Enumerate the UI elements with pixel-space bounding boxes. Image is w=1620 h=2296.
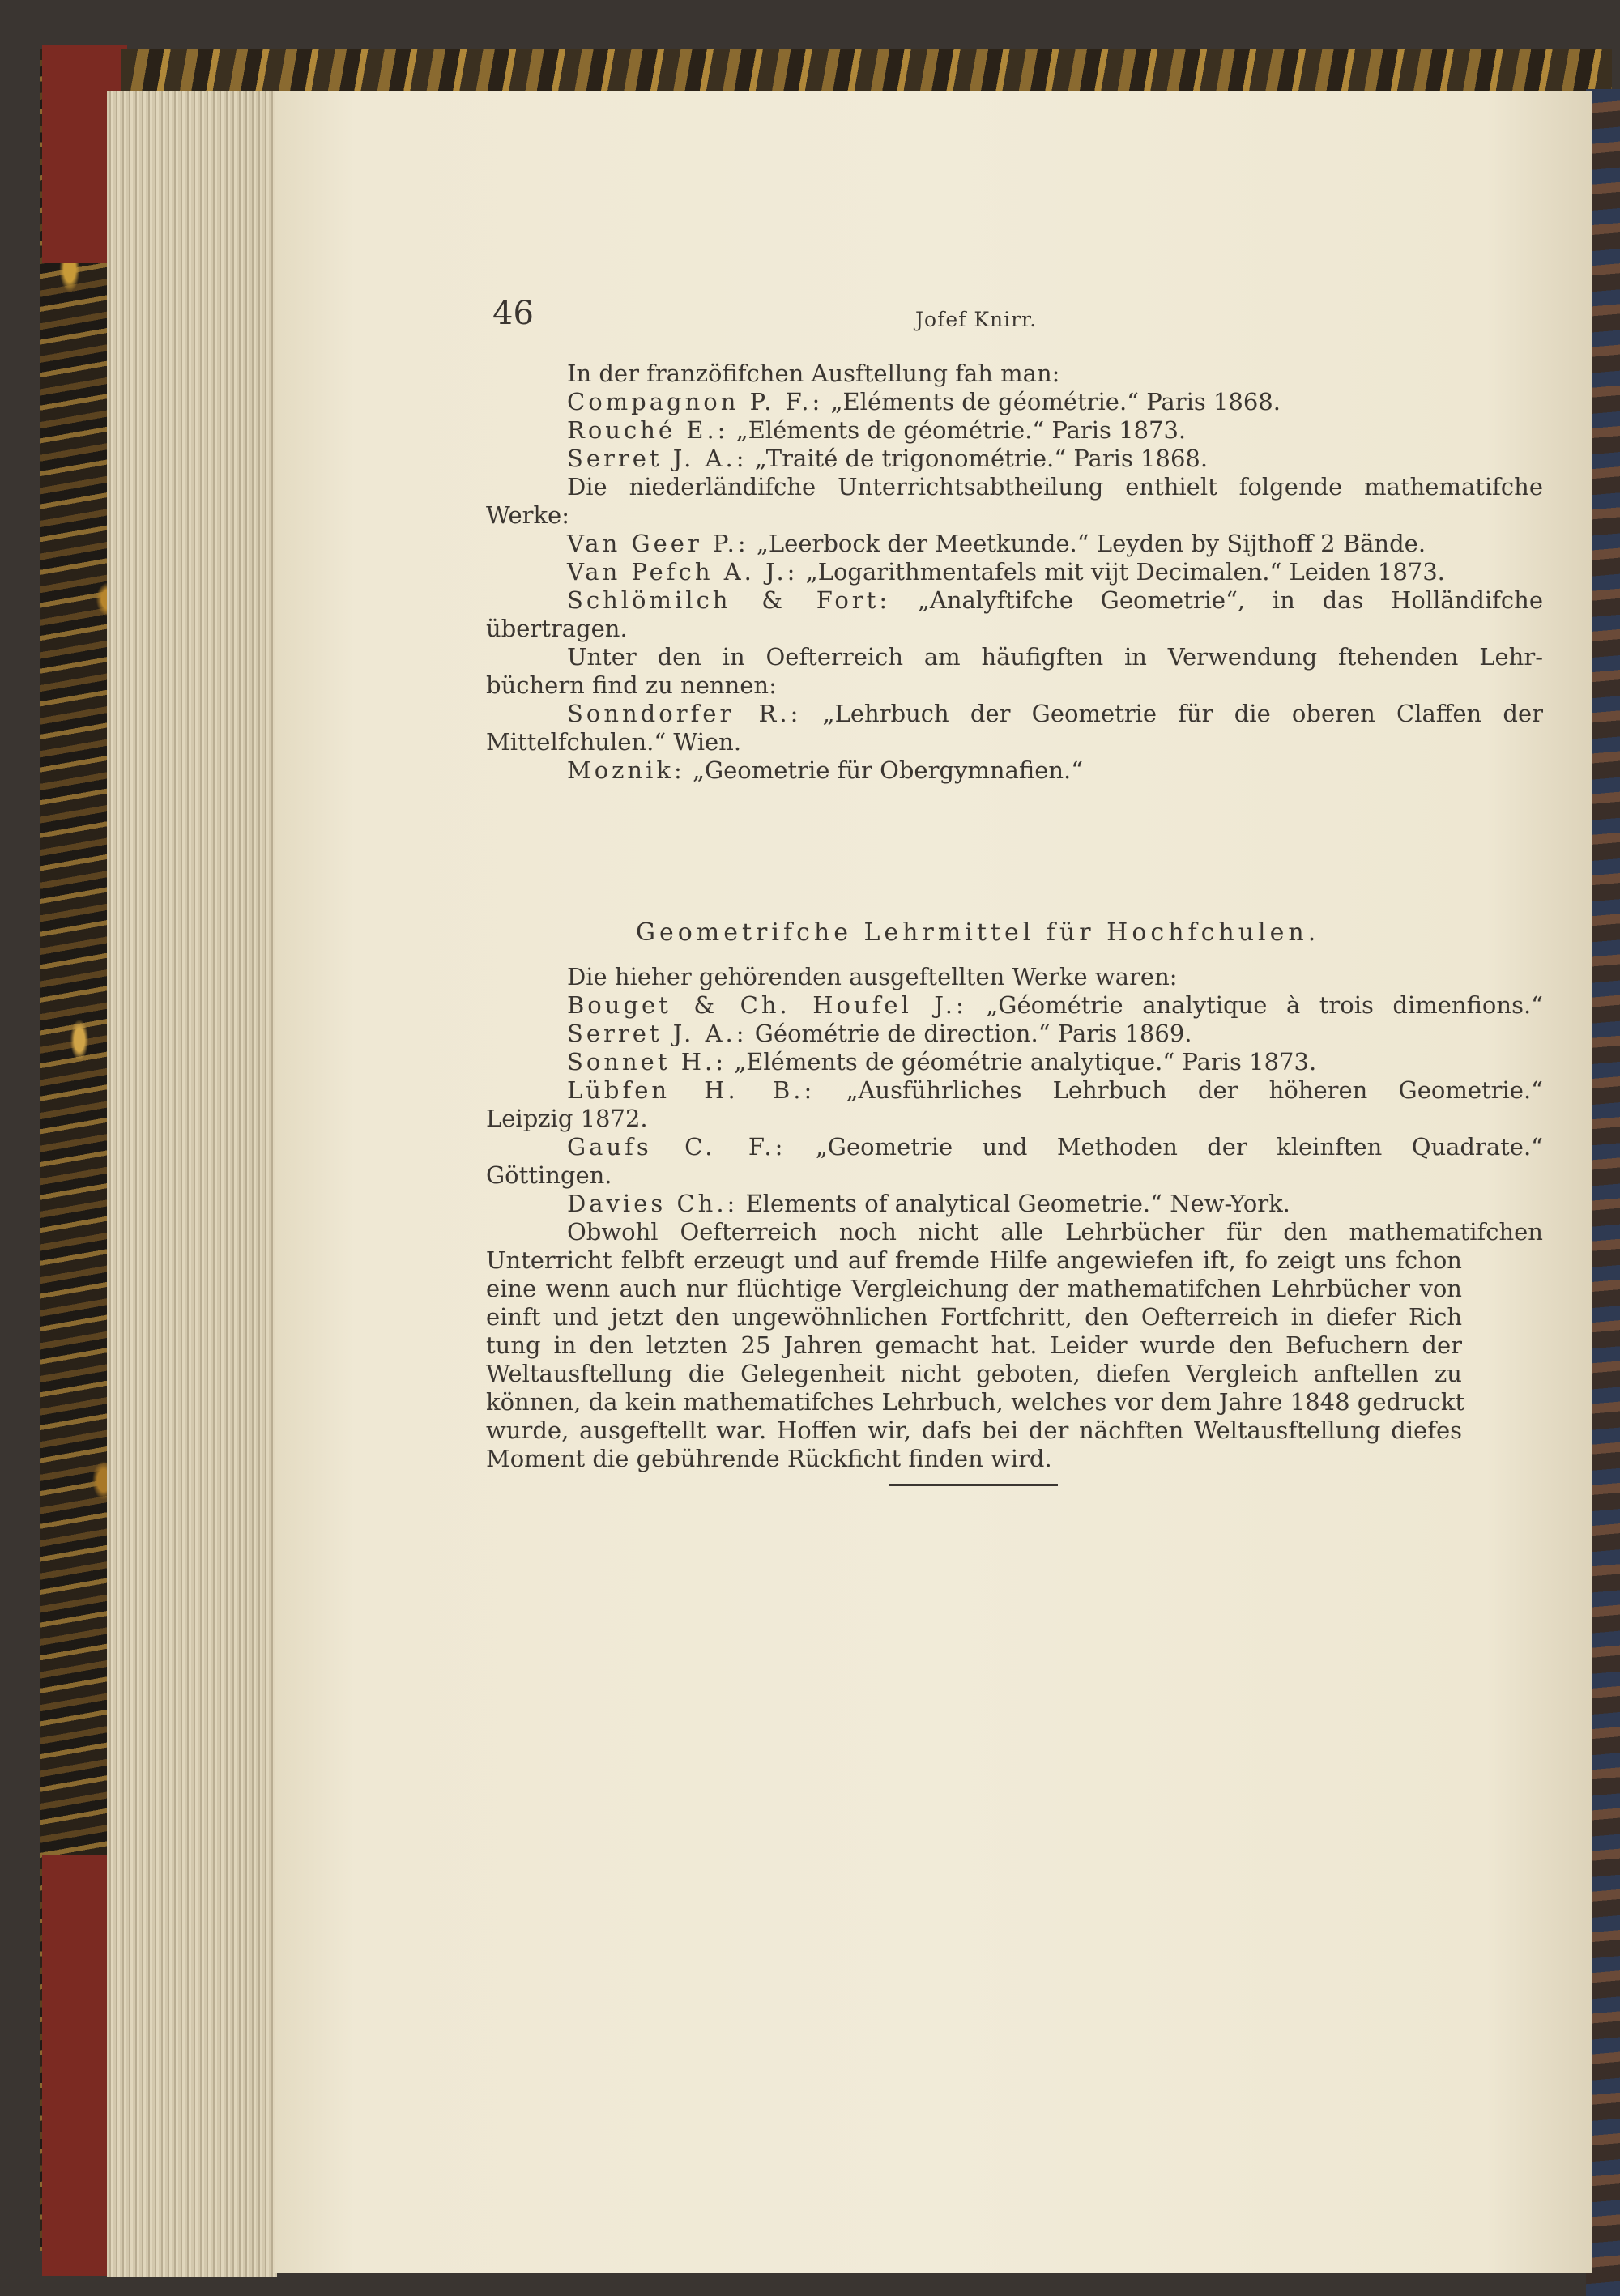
entry-work: „Eléments de géométrie.“ Paris 1873. <box>735 416 1187 444</box>
entry-author: Gaufs C. F.: <box>567 1133 787 1161</box>
closing-paragraph-line: können, da kein mathematifches Lehrbuch, welches vor dem Jahre 1848 gedruckt <box>486 1388 1465 1416</box>
entry-continuation: übertragen. <box>486 615 628 642</box>
entry-work: „Eléments de géométrie analytique.“ Paris 1873. <box>734 1048 1317 1076</box>
bibliography-entry <box>486 558 1543 586</box>
entry-work: Géométrie de direction.“ Paris 1869. <box>754 1020 1192 1047</box>
closing-paragraph-line: Moment die gebührende Rückficht finden wird. <box>486 1445 1052 1472</box>
paragraph-line: büchern find zu nennen: <box>486 671 777 699</box>
entry-continuation: Göttingen. <box>486 1161 612 1189</box>
bibliography-entry <box>486 1133 1543 1161</box>
entry-author: Serret J. A.: <box>567 1020 748 1047</box>
closing-paragraph-line: einft und jetzt den ungewöhnlichen Fortfchritt, den Oefterreich in diefer Rich <box>486 1303 1462 1331</box>
bibliography-entry <box>486 586 1543 615</box>
entry-work: „Geometrie für Obergymnafien.“ <box>692 756 1084 784</box>
paragraph-line: Unter den in Oefterreich am häufigften in Verwendung ftehenden Lehr- <box>567 643 1543 671</box>
bibliography-entry <box>486 1190 1543 1218</box>
closing-paragraph-line: eine wenn auch nur flüchtige Vergleichung der mathematifchen Lehrbücher von <box>486 1275 1462 1302</box>
entry-work: „Traité de trigonométrie.“ Paris 1868. <box>754 445 1209 472</box>
bibliography-entry <box>486 416 1543 445</box>
page-stack-edge <box>107 91 277 2277</box>
entry-author: Schlömilch & Fort: <box>567 586 891 614</box>
paragraph-line: In der franzöfifchen Ausftellung fah man: <box>567 360 1060 387</box>
entry-author: Van Pefch A. J.: <box>567 558 799 586</box>
bibliography-entry <box>486 991 1543 1020</box>
bibliography-entry <box>486 700 1543 728</box>
entry-continuation: Leipzig 1872. <box>486 1105 648 1132</box>
section-heading: Geometrifche Lehrmittel für Hochfchulen. <box>636 918 1320 947</box>
bibliography-entry <box>486 530 1543 558</box>
closing-paragraph-line: Weltausftellung die Gelegenheit nicht geboten, diefen Vergleich anftellen zu <box>486 1360 1462 1387</box>
entry-author: Serret J. A.: <box>567 445 748 472</box>
paragraph-line: Werke: <box>486 501 569 529</box>
page-number: 46 <box>492 295 534 332</box>
entry-author: Davies Ch.: <box>567 1190 739 1217</box>
bibliography-entry <box>486 1076 1543 1105</box>
entry-work: „Eléments de géométrie.“ Paris 1868. <box>830 388 1281 415</box>
entry-work: „Analyftifche Geometrie“, in das Holländifche <box>917 586 1543 614</box>
bibliography-entry <box>486 388 1543 416</box>
paragraph-line: Die hieher gehörenden ausgeftellten Werke waren: <box>567 963 1178 990</box>
entry-work: „Géométrie analytique à trois dimenfions.“ <box>986 991 1543 1019</box>
entry-work: „Lehrbuch der Geometrie für die oberen Claffen der <box>822 700 1543 727</box>
closing-paragraph-line: Obwohl Oefterreich noch nicht alle Lehrbücher für den mathematifchen <box>567 1218 1543 1246</box>
entry-work: „Ausführliches Lehrbuch der höheren Geometrie.“ <box>846 1076 1543 1104</box>
paragraph-line: Die niederländifche Unterrichtsabtheilung enthielt folgende mathematifche <box>567 473 1543 501</box>
entry-author: Moznik: <box>567 756 685 784</box>
entry-work: Elements of analytical Geometrie.“ New-York. <box>745 1190 1290 1217</box>
entry-author: Sonndorfer R.: <box>567 700 802 727</box>
bibliography-entry <box>486 445 1543 473</box>
closing-paragraph-line: wurde, ausgeftellt war. Hoffen wir, dafs bei der nächften Weltausftellung diefes <box>486 1416 1462 1444</box>
entry-author: Rouché E.: <box>567 416 729 444</box>
entry-continuation: Mittelfchulen.“ Wien. <box>486 728 742 756</box>
closing-paragraph-line: tung in den letzten 25 Jahren gemacht hat. Leider wurde den Befuchern der <box>486 1331 1462 1359</box>
entry-author: Sonnet H.: <box>567 1048 727 1076</box>
entry-author: Bouget & Ch. Houfel J.: <box>567 991 967 1019</box>
entry-author: Compagnon P. F.: <box>567 388 824 415</box>
closing-paragraph-line: Unterricht felbft erzeugt und auf fremde Hilfe angewiefen ift, fo zeigt uns fchon <box>486 1246 1462 1274</box>
bibliography-entry <box>486 1048 1543 1076</box>
entry-work: „Leerbock der Meetkunde.“ Leyden by Sijthoff 2 Bände. <box>756 530 1426 557</box>
section-end-rule <box>889 1484 1058 1486</box>
entry-work: „Logarithmentafels mit vijt Decimalen.“ Leiden 1873. <box>805 558 1445 586</box>
bibliography-entry <box>486 756 1543 785</box>
entry-author: Lübfen H. B.: <box>567 1076 816 1104</box>
running-head: Jofef Knirr. <box>915 308 1038 331</box>
book-page <box>275 91 1592 2273</box>
entry-author: Van Geer P.: <box>567 530 749 557</box>
entry-work: „Geometrie und Methoden der kleinften Quadrate.“ <box>815 1133 1544 1161</box>
bibliography-entry <box>486 1020 1543 1048</box>
